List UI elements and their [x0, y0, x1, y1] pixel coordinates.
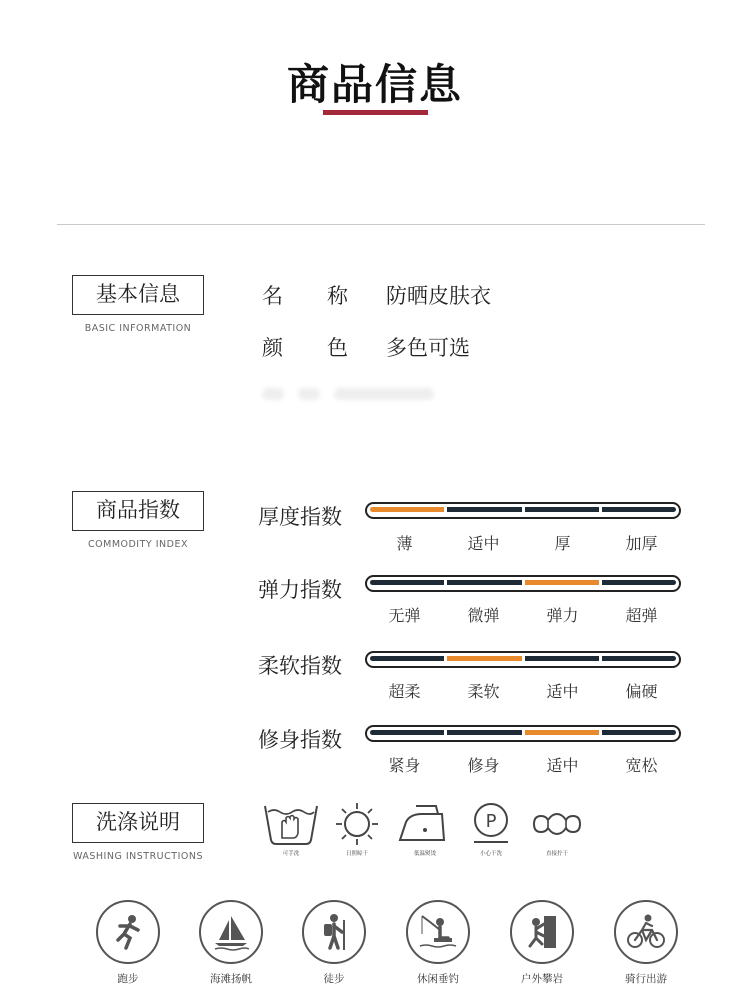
- index-level-label: 紧身: [388, 756, 421, 775]
- activity-circle: [406, 900, 470, 964]
- activity-circle: [199, 900, 263, 964]
- info-key-char: 称: [327, 284, 348, 308]
- index-label: 修身指数: [258, 728, 342, 752]
- index-level-label: 适中: [546, 682, 579, 701]
- title-underline: [323, 110, 428, 115]
- index-segment: [370, 730, 444, 735]
- commodity-index-sublabel: COMMODITY INDEX: [88, 539, 188, 550]
- index-level-label: 微弹: [467, 606, 500, 625]
- index-level-label: 厚: [554, 534, 571, 553]
- info-value: 防晒皮肤衣: [386, 284, 491, 308]
- hand-wash-icon: [262, 800, 320, 848]
- activity-label: 休闲垂钓: [417, 973, 459, 985]
- index-level-labels: [365, 753, 681, 776]
- index-segment: [370, 656, 444, 661]
- index-level-label: 弹力: [546, 606, 579, 625]
- index-label: 弹力指数: [258, 578, 342, 602]
- activity-hiking: [302, 900, 368, 986]
- activity-circle: [302, 900, 366, 964]
- info-key-char: 颜: [262, 336, 283, 360]
- wash-label: 小心干洗: [479, 851, 502, 857]
- washing-label: 洗涤说明: [72, 803, 204, 843]
- index-level-label: 超弹: [625, 606, 658, 625]
- sun-dry-icon: [328, 800, 386, 848]
- index-segment: [447, 730, 521, 735]
- info-key: [262, 280, 386, 310]
- svg-text:P: P: [485, 811, 497, 832]
- dry-clean-icon: [462, 800, 520, 848]
- index-segment-active: [525, 730, 599, 735]
- wash-label: 低温熨烫: [413, 851, 436, 857]
- activity-label: 骑行出游: [625, 973, 667, 985]
- index-level-label: 修身: [467, 756, 500, 775]
- climbing-icon: [522, 912, 562, 952]
- index-bar: [365, 651, 681, 668]
- index-segment: [602, 580, 676, 585]
- washing-section: [72, 803, 204, 862]
- index-segment: [525, 656, 599, 661]
- index-level-label: 柔软: [467, 682, 500, 701]
- activity-label: 户外攀岩: [521, 973, 563, 985]
- running-icon: [108, 912, 148, 952]
- info-value: 多色可选: [386, 336, 470, 360]
- cycling-icon: [626, 912, 666, 952]
- basic-info-section: [72, 275, 204, 334]
- hiking-icon: [314, 912, 354, 952]
- index-level-label: 无弹: [388, 606, 421, 625]
- activity-label: 海滩扬帆: [210, 973, 252, 985]
- index-level-label: 适中: [467, 534, 500, 553]
- info-row-color: [262, 332, 470, 362]
- index-label: 厚度指数: [258, 505, 342, 529]
- wash-label: 可手洗: [282, 851, 300, 857]
- index-level-label: 薄: [396, 534, 413, 553]
- index-label: 柔软指数: [258, 654, 342, 678]
- activity-label: 徒步: [323, 973, 345, 985]
- index-level-labels: [365, 531, 681, 554]
- index-segment: [370, 580, 444, 585]
- index-segment-active: [525, 580, 599, 585]
- sailing-icon: [211, 912, 251, 952]
- index-segment: [525, 507, 599, 512]
- index-level-label: 超柔: [388, 682, 421, 701]
- info-row-name: [262, 280, 491, 310]
- fishing-icon: [418, 912, 458, 952]
- index-level-label: 偏硬: [625, 682, 658, 701]
- activity-circle: [510, 900, 574, 964]
- wash-label: 直接拧干: [545, 851, 568, 857]
- info-key-char: 名: [262, 284, 283, 308]
- index-segment-active: [370, 507, 444, 512]
- activity-circle: [96, 900, 160, 964]
- index-segment: [447, 507, 521, 512]
- commodity-index-section: [72, 491, 204, 550]
- index-bar: [365, 575, 681, 592]
- index-segment-active: [447, 656, 521, 661]
- index-segment: [602, 730, 676, 735]
- hang-dry-icon: [528, 800, 586, 848]
- index-segment: [447, 580, 521, 585]
- index-bar: [365, 725, 681, 742]
- index-level-label: 加厚: [625, 534, 658, 553]
- iron-icon: [396, 800, 454, 848]
- basic-info-sublabel: BASIC INFORMATION: [84, 323, 192, 334]
- index-segment: [602, 507, 676, 512]
- activity-label: 跑步: [117, 973, 139, 985]
- index-segment: [602, 656, 676, 661]
- index-level-label: 适中: [546, 756, 579, 775]
- activity-fishing: [406, 900, 472, 986]
- commodity-index-label: 商品指数: [72, 491, 204, 531]
- index-bar: [365, 502, 681, 519]
- index-level-labels: [365, 679, 681, 702]
- basic-info-label: 基本信息: [72, 275, 204, 315]
- wash-label: 日照晾干: [345, 851, 368, 857]
- index-level-labels: [365, 603, 681, 626]
- washing-sublabel: WASHING INSTRUCTIONS: [73, 851, 203, 862]
- page-title: 商品信息: [286, 60, 463, 109]
- activity-circle: [614, 900, 678, 964]
- index-level-label: 宽松: [625, 756, 658, 775]
- blurred-row: [262, 388, 434, 402]
- info-key: [262, 332, 386, 362]
- info-key-char: 色: [327, 336, 348, 360]
- header-divider: [57, 224, 705, 225]
- activity-cycling: [614, 900, 680, 986]
- activity-sailing: [199, 900, 265, 986]
- activity-climbing: [510, 900, 576, 986]
- activity-running: [96, 900, 162, 986]
